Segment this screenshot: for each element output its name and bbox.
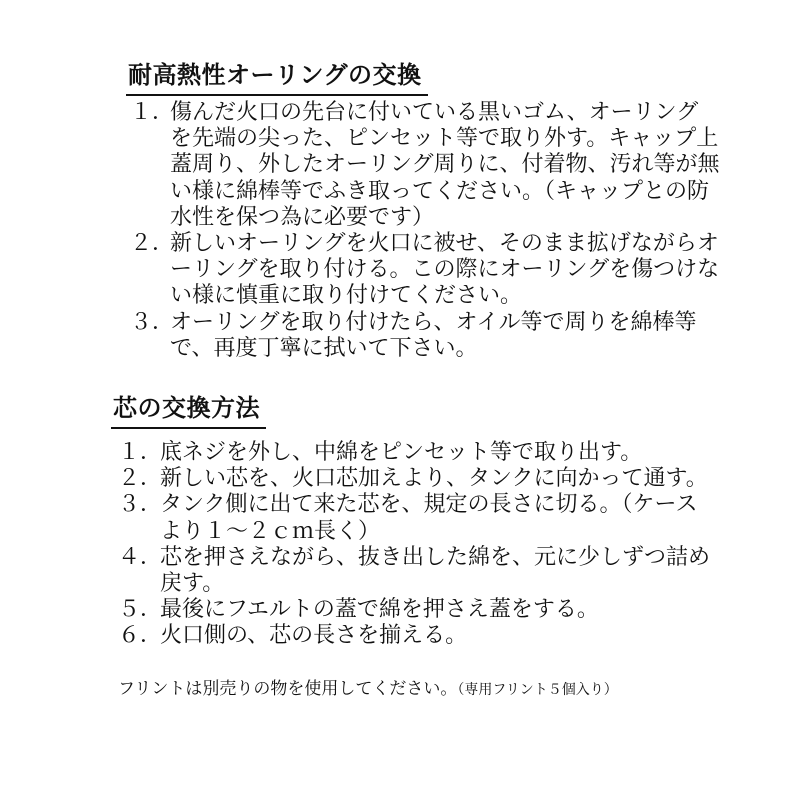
step-text: 新しい芯を、火口芯加えより、タンクに向かって通す。 (160, 466, 708, 492)
flint-note-detail: （専用フリント５個入り） (457, 682, 618, 698)
step-text: オーリングを取り付けたら、オイル等で周りを綿棒等で、再度丁寧に拭いて下さい。 (170, 309, 697, 361)
section-title-oring-text: 耐高熱性オーリングの交換 (128, 61, 422, 89)
list-item (130, 310, 720, 362)
step-number: ２． (118, 466, 163, 492)
oring-steps-list (130, 100, 720, 362)
list-item (130, 100, 720, 231)
step-number: ５． (118, 597, 163, 623)
step-text: 底ネジを外し、中綿をピンセット等で取り出す。 (160, 440, 643, 465)
list-item (118, 492, 718, 544)
wick-steps-list (118, 440, 718, 650)
step-number: ４． (118, 544, 163, 570)
list-item (118, 440, 718, 466)
list-item (118, 545, 718, 597)
section-title-oring (128, 60, 422, 90)
list-item (118, 597, 718, 623)
step-number: １． (130, 100, 175, 125)
step-text: 最後にフエルトの蓋で綿を押さえ蓋をする。 (160, 597, 599, 623)
list-item (118, 623, 718, 649)
step-text: 芯を押さえながら、抜き出した綿を、元に少しずつ詰め戻す。 (160, 544, 711, 597)
step-text: 新しいオーリングを火口に被せ、そのまま拡げながらオーリングを取り付ける。この際にオーリングを傷つけない様に慎重に取り付けてください。 (170, 231, 720, 309)
list-item (130, 231, 720, 310)
title-underline (111, 427, 266, 429)
list-item (118, 466, 718, 492)
step-number: ６． (118, 623, 163, 649)
step-number: ３． (130, 309, 175, 335)
step-number: １． (118, 440, 163, 465)
step-text: 火口側の、芯の長さを揃える。 (160, 623, 468, 649)
step-text: タンク側に出て来た芯を、規定の長さに切る。（ケースより１～２ｃｍ長く） (160, 492, 698, 544)
flint-note (118, 677, 778, 702)
step-number: ３． (118, 492, 163, 518)
section-title-wick-text: 芯の交換方法 (113, 394, 260, 422)
step-number: ２． (130, 231, 175, 257)
flint-note-main: フリントは別売りの物を使用してください。 (118, 679, 458, 699)
step-text: 傷んだ火口の先台に付いている黒いゴム、オーリングを先端の尖った、ピンセット等で取り外す。キャップ上蓋周り、外したオーリング周りに、付着物、汚れ等が無い様に綿棒等でふき取ってください。（キャップとの防水性を保つ為に必要です） (170, 100, 720, 230)
section-title-wick (113, 393, 260, 423)
title-underline (126, 94, 428, 96)
